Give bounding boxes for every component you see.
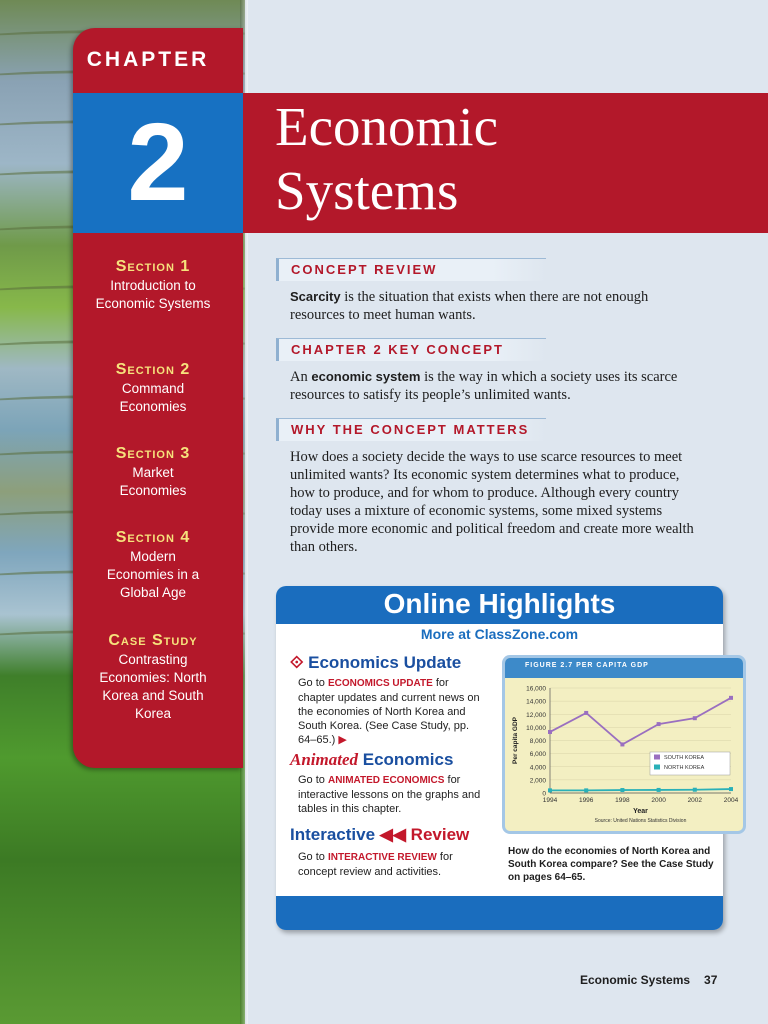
pre-text: Go to [298,851,328,863]
series-line-north-korea [550,789,731,790]
section-heading: Section 1 [115,258,191,275]
post-text: for interactive lessons on the graphs and tables in this chapter. [298,774,481,815]
data-point [548,730,552,734]
online-footer-bar [276,896,723,930]
y-tick-label: 4,000 [529,764,546,772]
y-tick-label: 16,000 [526,685,546,693]
definition: is the way in which a society uses its scarce resources to satisfy its people’s unlimited wants. [290,369,678,403]
title-part: Interactive [290,825,376,844]
legend-swatch [654,755,660,760]
section-title: Contrasting Economies: North Korea and South Korea [99,652,207,721]
section-1[interactable] [73,258,233,313]
data-point [657,722,661,726]
rewind-icon: ◀◀ [379,825,406,844]
section-3[interactable] [73,445,233,500]
x-tick-label: 2002 [687,797,703,804]
animated-economics-link[interactable]: ANIMATED ECONOMICS [327,775,445,786]
concept-review-heading: CONCEPT REVIEW [276,258,546,281]
why-matters-text: How does a society decide the ways to use scarce resources to meet unlimited wants? Its economic system determines what to produce, how to produce, and for whom to produce. Although every country today uses a mixture of economic systems, some mixed systems provide more economic and political freedom and create more wealth than others. [290,449,694,555]
why-matters-heading: WHY THE CONCEPT MATTERS [276,418,546,441]
legend-swatch [654,765,660,770]
page-number: 37 [704,973,718,987]
post-text: for chapter updates and current news on the economies of North Korea and South Korea. (See Case Study, pp. 64–65.) [298,677,480,746]
y-tick-label: 0 [542,790,546,798]
economics-update-text [298,676,488,747]
pre-text: Go to [298,774,328,786]
data-point [620,742,624,746]
definition: is the situation that exists when there are not enough resources to meet human wants. [290,289,649,323]
y-tick-label: 10,000 [526,724,546,732]
title-part: Update [398,653,462,672]
gdp-chart-card [502,655,746,834]
chart-caption: How do the economies of North Korea and South Korea compare? See the Case Study on pages 64–65. [508,846,714,883]
key-concept-text [290,368,705,404]
section-title: Introduction to Economic Systems [95,278,211,311]
economics-update-heading[interactable] [290,653,461,673]
chapter-title: Economic Systems [275,96,498,221]
y-tick-label: 8,000 [529,738,546,745]
x-tick-label: 1998 [615,797,630,804]
x-tick-label: 2000 [651,797,666,804]
title-part: Economics [308,653,399,672]
term: economic system [311,369,421,384]
chart-title: FIGURE 2.7 PER CAPITA GDP [525,662,649,669]
title-part: Animated [290,750,359,769]
data-point [693,716,697,720]
case-study[interactable] [73,632,233,723]
play-arrow-icon: ▶ [338,734,347,746]
economics-update-link[interactable]: ECONOMICS UPDATE [327,678,433,689]
chart-header [505,658,743,678]
y-axis-label: Per capita GDP [512,717,519,764]
section-4[interactable] [73,529,233,602]
section-heading: Section 2 [115,361,191,378]
section-title: Market Economies [119,465,187,498]
data-point [620,788,624,792]
running-title: Economic Systems [580,973,691,987]
online-title: Online Highlights [383,588,616,619]
series-line-south-korea [550,698,731,745]
section-heading: Case Study [108,632,198,649]
data-point [657,788,661,792]
interactive-review-heading[interactable] [290,825,469,845]
data-point [729,787,733,791]
y-tick-label: 6,000 [529,751,546,759]
title-banner [243,93,768,233]
data-point [584,711,588,715]
data-point [693,788,697,792]
magnifier-icon: ⟐ [290,653,304,672]
x-axis-label: Year [633,808,648,815]
section-title: Modern Economies in a Global Age [106,549,200,600]
concept-review-text [290,288,705,324]
x-tick-label: 1994 [542,797,558,804]
legend-label: NORTH KOREA [664,765,705,771]
section-heading: Section 3 [115,445,191,462]
post-text: for concept review and activities. [298,851,453,878]
data-point [584,788,588,792]
animated-economics-heading[interactable] [290,750,453,770]
section-2[interactable] [73,361,233,416]
data-point [729,696,733,700]
x-tick-label: 2004 [723,797,739,804]
x-tick-label: 1996 [578,797,594,804]
interactive-review-text [298,850,488,879]
legend-label: SOUTH KOREA [664,755,705,761]
y-tick-label: 12,000 [526,711,546,719]
chapter-label: CHAPTER [86,48,210,71]
title-part: Review [410,825,470,844]
y-tick-label: 2,000 [529,777,546,785]
y-tick-label: 14,000 [526,698,546,706]
page-footer [580,973,717,987]
interactive-review-link[interactable]: INTERACTIVE REVIEW [327,852,437,863]
chapter-tab [73,28,243,768]
data-point [548,788,552,792]
classzone-link[interactable]: More at ClassZone.com [420,626,579,642]
title-part: Economics [358,750,454,769]
section-title: Command Economies [119,381,187,414]
chapter-number: 2 [73,93,243,233]
term: Scarcity [290,289,341,304]
pre-text: An [290,369,312,385]
animated-economics-text [298,773,488,816]
pre-text: Go to [298,677,328,689]
section-heading: Section 4 [115,529,191,546]
chart-source: Source: United Nations Statistics Division [594,818,687,824]
gdp-chart [505,678,743,828]
key-concept-heading: CHAPTER 2 KEY CONCEPT [276,338,546,361]
